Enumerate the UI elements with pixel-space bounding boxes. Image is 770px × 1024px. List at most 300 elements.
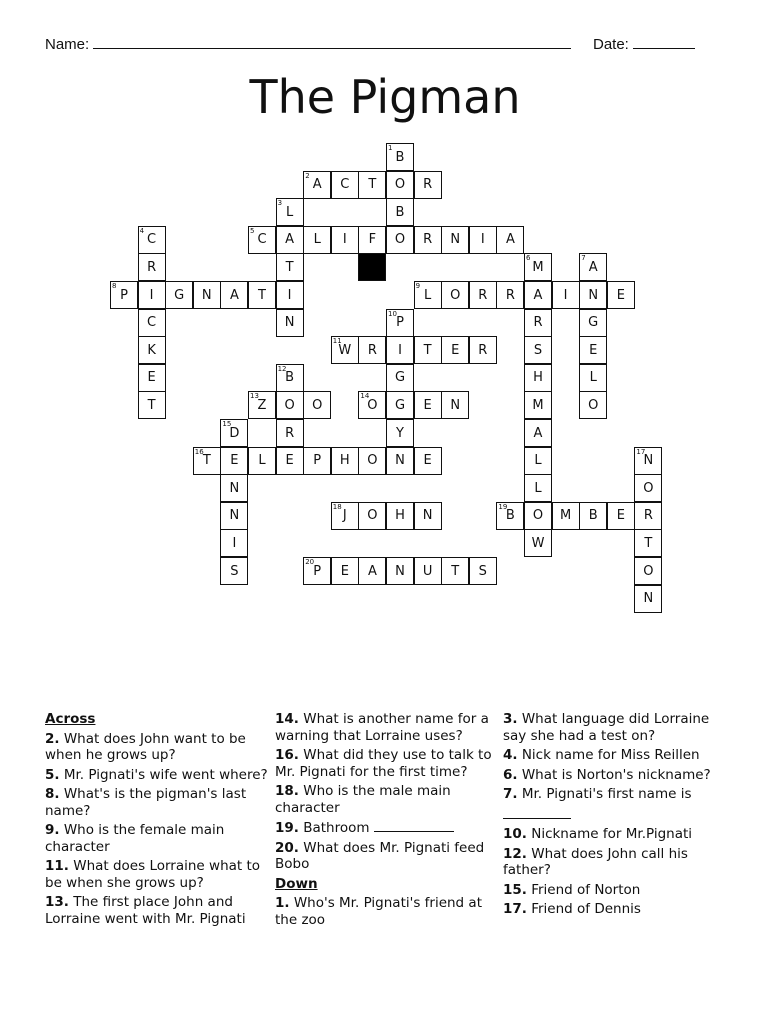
cell-letter: N <box>422 508 433 524</box>
black-cell <box>358 253 386 281</box>
grid-cell[interactable] <box>441 557 469 585</box>
grid-cell[interactable] <box>469 557 497 585</box>
cell-number: 15 <box>222 420 232 428</box>
clue-across-18 <box>275 783 495 816</box>
clue-text: What does Mr. Pignati feed Bobo <box>275 839 485 872</box>
grid-cell[interactable] <box>248 281 276 309</box>
clue-number: 11. <box>45 858 69 874</box>
grid-cell[interactable] <box>220 281 248 309</box>
clue-across-5 <box>45 767 270 784</box>
clue-across-11 <box>45 858 270 891</box>
cell-letter: B <box>395 204 405 220</box>
grid-cell[interactable] <box>414 336 442 364</box>
grid-cell[interactable] <box>276 281 304 309</box>
cell-letter: E <box>589 342 598 358</box>
clue-across-16 <box>275 747 495 780</box>
grid-cell[interactable] <box>634 447 662 475</box>
clue-number: 19. <box>275 820 299 836</box>
cell-letter: R <box>505 287 515 303</box>
cell-letter: O <box>450 287 461 303</box>
grid-cell[interactable] <box>414 557 442 585</box>
cell-letter: F <box>368 232 377 248</box>
cell-number: 18 <box>332 502 342 511</box>
cell-letter: U <box>422 563 433 579</box>
clue-down-10 <box>503 826 728 843</box>
cell-number: 17 <box>636 447 646 456</box>
clue-down-15 <box>503 882 728 899</box>
grid-cell[interactable] <box>248 226 276 254</box>
grid-cell[interactable] <box>469 336 497 364</box>
clue-number: 17. <box>503 901 527 917</box>
cell-number: 1 <box>388 144 393 152</box>
cell-letter: Z <box>257 397 267 413</box>
clue-number: 3. <box>503 711 518 727</box>
grid-cell[interactable] <box>386 198 414 226</box>
grid-cell[interactable] <box>579 364 607 392</box>
grid-cell[interactable] <box>331 336 359 364</box>
grid-cell[interactable] <box>276 391 304 419</box>
clue-number: 15. <box>503 881 527 898</box>
cell-letter: M <box>559 508 572 524</box>
grid-cell[interactable] <box>441 336 469 364</box>
cell-letter: M <box>532 259 544 275</box>
grid-cell[interactable] <box>220 474 248 502</box>
cell-letter: R <box>478 287 488 303</box>
cell-number: 3 <box>277 199 283 208</box>
grid-cell[interactable] <box>138 336 166 364</box>
grid-cell[interactable] <box>441 391 469 419</box>
clue-text: Friend of Norton <box>531 881 641 898</box>
across-heading: Across <box>45 711 96 727</box>
grid-cell[interactable] <box>248 391 276 419</box>
cell-letter: J <box>342 508 347 524</box>
grid-cell[interactable] <box>303 557 331 585</box>
grid-cell[interactable] <box>358 447 386 475</box>
cell-letter: M <box>532 397 544 413</box>
grid-cell[interactable] <box>469 281 497 309</box>
clue-text: Who is the female main character <box>45 822 225 855</box>
cell-letter: I <box>149 287 154 303</box>
cell-letter: B <box>505 508 515 524</box>
cell-letter: R <box>423 232 433 248</box>
cell-letter: N <box>643 591 654 607</box>
cell-letter: N <box>643 453 654 469</box>
cell-letter: A <box>229 287 239 303</box>
cell-letter: O <box>367 453 378 469</box>
grid-cell[interactable] <box>441 281 469 309</box>
cell-letter: L <box>589 370 597 386</box>
cell-letter: I <box>398 342 402 358</box>
clue-down-17 <box>503 901 728 918</box>
grid-cell[interactable] <box>220 529 248 557</box>
clue-across-2 <box>45 731 270 764</box>
grid-cell[interactable] <box>358 557 386 585</box>
clue-across-8 <box>45 786 270 819</box>
grid-cell[interactable] <box>386 419 414 447</box>
cell-letter: N <box>450 397 461 413</box>
grid-cell[interactable] <box>386 447 414 475</box>
clue-text: Bathroom <box>303 820 370 836</box>
cell-letter: R <box>423 177 433 193</box>
grid-cell[interactable] <box>552 281 580 309</box>
cell-letter: G <box>394 397 406 413</box>
cell-letter: T <box>644 535 653 551</box>
clue-text: Who is the male main character <box>275 783 451 816</box>
grid-cell[interactable] <box>607 281 635 309</box>
cell-letter: E <box>616 508 625 524</box>
grid-cell[interactable] <box>524 391 552 419</box>
grid-cell[interactable] <box>607 502 635 530</box>
cell-letter: N <box>395 453 405 469</box>
grid-cell[interactable] <box>496 226 524 254</box>
cell-letter: S <box>478 563 487 579</box>
cell-letter: I <box>563 287 568 303</box>
grid-cell[interactable] <box>634 474 662 502</box>
grid-cell[interactable] <box>138 281 166 309</box>
grid-cell[interactable] <box>248 447 276 475</box>
clue-number: 9. <box>45 822 60 838</box>
cell-letter: A <box>285 232 295 248</box>
grid-cell[interactable] <box>358 171 386 199</box>
grid-cell[interactable] <box>579 391 607 419</box>
cell-letter: P <box>313 453 322 469</box>
clue-number: 1. <box>275 895 290 911</box>
cell-letter: N <box>201 287 212 303</box>
cell-number: 10 <box>388 309 397 318</box>
cell-letter: O <box>394 177 406 193</box>
cell-number: 6 <box>526 254 531 263</box>
clue-text: What is Norton's nickname? <box>521 766 711 783</box>
grid-cell[interactable] <box>303 391 331 419</box>
grid-cell[interactable] <box>414 391 442 419</box>
clue-number: 18. <box>275 783 299 799</box>
cell-letter: N <box>395 563 405 579</box>
cell-letter: C <box>147 232 157 248</box>
grid-cell[interactable] <box>414 281 442 309</box>
date-label: Date: <box>593 36 629 53</box>
grid-cell[interactable] <box>138 391 166 419</box>
grid-cell[interactable] <box>138 364 166 392</box>
cell-letter: A <box>533 287 543 303</box>
cell-letter: C <box>257 232 267 248</box>
clue-down-4 <box>503 747 728 764</box>
cell-letter: T <box>202 453 211 469</box>
clue-number: 12. <box>503 845 527 862</box>
grid-cell[interactable] <box>220 447 248 475</box>
cell-letter: W <box>531 535 545 551</box>
grid-cell[interactable] <box>414 502 442 530</box>
cell-letter: I <box>232 535 237 551</box>
grid-cell[interactable] <box>579 281 607 309</box>
grid-cell[interactable] <box>303 171 331 199</box>
clue-number: 16. <box>275 747 299 763</box>
grid-cell[interactable] <box>414 226 442 254</box>
grid-cell[interactable] <box>276 253 304 281</box>
cell-letter: R <box>533 315 543 331</box>
name-label: Name: <box>45 36 90 53</box>
clue-down-7 <box>503 786 728 823</box>
grid-cell[interactable] <box>414 447 442 475</box>
grid-cell[interactable] <box>220 557 248 585</box>
cell-number: 9 <box>415 282 421 290</box>
grid-cell[interactable] <box>165 281 193 309</box>
cell-letter: N <box>229 508 240 524</box>
clue-number: 10. <box>503 826 527 842</box>
clue-text: What does John want to be when he grows up? <box>45 730 246 763</box>
cell-letter: C <box>147 315 157 331</box>
clue-text: Mr. Pignati's first name is <box>521 786 692 802</box>
grid-cell[interactable] <box>634 502 662 530</box>
clue-number: 7. <box>503 786 518 802</box>
cell-letter: A <box>533 425 543 441</box>
cell-letter: T <box>423 342 432 358</box>
cell-letter: L <box>534 480 542 496</box>
grid-cell[interactable] <box>331 171 359 199</box>
grid-cell[interactable] <box>276 447 304 475</box>
grid-cell[interactable] <box>552 502 580 530</box>
cell-letter: T <box>285 259 294 275</box>
clue-text: The first place John and Lorraine went with Mr. Pignati <box>45 894 246 927</box>
grid-cell[interactable] <box>276 198 304 226</box>
grid-cell[interactable] <box>386 171 414 199</box>
cell-number: 11 <box>332 337 342 346</box>
clue-text: What does John call his father? <box>503 845 688 878</box>
grid-cell[interactable] <box>358 391 386 419</box>
clue-across-14 <box>275 711 495 744</box>
clue-number: 14. <box>275 711 299 727</box>
cell-letter: R <box>147 259 157 275</box>
cell-number: 19 <box>498 502 508 511</box>
grid-cell[interactable] <box>331 226 359 254</box>
cell-letter: D <box>229 425 240 441</box>
grid-cell[interactable] <box>331 447 359 475</box>
cell-letter: R <box>478 342 488 358</box>
clue-down-3 <box>503 711 728 744</box>
grid-cell[interactable] <box>220 419 248 447</box>
cell-letter: L <box>313 232 321 248</box>
cell-number: 14 <box>360 392 370 401</box>
clue-text: Mr. Pignati's wife went where? <box>63 766 268 783</box>
cell-letter: R <box>643 508 653 524</box>
grid-cell[interactable] <box>386 557 414 585</box>
cell-letter: T <box>147 397 156 413</box>
cell-letter: T <box>258 287 266 303</box>
clue-text: What's is the pigman's last name? <box>45 786 247 819</box>
grid-cell[interactable] <box>276 226 304 254</box>
grid-cell[interactable] <box>276 419 304 447</box>
grid-cell[interactable] <box>276 309 304 337</box>
clue-text: What is another name for a warning that Lorraine uses? <box>275 711 489 744</box>
cell-letter: A <box>588 259 598 275</box>
grid-cell[interactable] <box>579 309 607 337</box>
cell-letter: O <box>284 397 295 413</box>
cell-letter: L <box>534 453 542 469</box>
clue-number: 6. <box>503 766 518 783</box>
cell-letter: E <box>451 342 460 358</box>
cell-letter: H <box>533 370 543 386</box>
grid-cell[interactable] <box>524 281 552 309</box>
puzzle-title: The Pigman <box>249 70 521 124</box>
cell-number: 5 <box>250 226 255 235</box>
cell-letter: N <box>229 480 240 496</box>
cell-letter: G <box>174 287 185 303</box>
clue-text: Who's Mr. Pignati's friend at the zoo <box>275 895 482 928</box>
clues-column-3 <box>503 711 728 921</box>
cell-letter: K <box>147 342 156 358</box>
cell-letter: O <box>643 563 654 579</box>
clue-text: Nick name for Miss Reillen <box>521 747 700 763</box>
cell-letter: I <box>480 232 485 248</box>
cell-letter: O <box>367 397 378 413</box>
cell-letter: P <box>120 287 128 303</box>
cell-letter: L <box>285 204 294 220</box>
clue-number: 4. <box>503 747 518 763</box>
cell-letter: N <box>450 232 461 248</box>
cell-letter: S <box>230 563 239 579</box>
grid-cell[interactable] <box>579 336 607 364</box>
cell-letter: O <box>643 480 654 496</box>
grid-cell[interactable] <box>358 336 386 364</box>
grid-cell[interactable] <box>634 557 662 585</box>
grid-cell[interactable] <box>524 364 552 392</box>
cell-letter: I <box>342 232 347 248</box>
cell-number: 16 <box>194 447 204 456</box>
grid-cell[interactable] <box>386 143 414 171</box>
cell-letter: E <box>230 453 239 469</box>
grid-cell[interactable] <box>138 253 166 281</box>
grid-cell[interactable] <box>220 502 248 530</box>
cell-letter: A <box>312 177 322 193</box>
cell-letter: O <box>367 508 378 524</box>
cell-letter: I <box>287 287 292 303</box>
grid-cell[interactable] <box>303 447 331 475</box>
cell-letter: G <box>394 370 406 386</box>
clue-text: Friend of Dennis <box>531 901 641 917</box>
cell-letter: T <box>451 563 460 579</box>
grid-cell[interactable] <box>358 502 386 530</box>
grid-cell[interactable] <box>524 309 552 337</box>
clue-number: 8. <box>45 786 60 802</box>
grid-cell[interactable] <box>276 364 304 392</box>
grid-cell[interactable] <box>634 585 662 613</box>
cell-letter: T <box>368 177 377 193</box>
cell-number: 8 <box>112 282 117 290</box>
clue-text: What did they use to talk to Mr. Pignati for the first time? <box>275 747 492 780</box>
cell-letter: E <box>285 453 294 469</box>
clue-text: Nickname for Mr.Pignati <box>531 826 693 842</box>
grid-cell[interactable] <box>138 309 166 337</box>
clue-down-12 <box>503 846 728 879</box>
grid-cell[interactable] <box>524 502 552 530</box>
cell-letter: R <box>285 425 295 441</box>
grid-cell[interactable] <box>579 253 607 281</box>
grid-cell[interactable] <box>414 171 442 199</box>
cell-letter: B <box>395 149 405 165</box>
cell-letter: E <box>340 563 349 579</box>
cell-number: 20 <box>305 558 315 566</box>
cell-letter: E <box>616 287 625 303</box>
grid-cell[interactable] <box>386 391 414 419</box>
cell-number: 13 <box>250 392 259 401</box>
clue-number: 2. <box>45 730 60 747</box>
grid-cell[interactable] <box>579 502 607 530</box>
grid-cell[interactable] <box>524 529 552 557</box>
grid-cell[interactable] <box>524 474 552 502</box>
grid-cell[interactable] <box>386 336 414 364</box>
cell-letter: O <box>394 232 406 248</box>
clue-across-19 <box>275 819 495 837</box>
cell-number: 12 <box>277 364 287 373</box>
cell-letter: Y <box>396 425 404 441</box>
grid-cell[interactable] <box>386 309 414 337</box>
answer-blank-line[interactable] <box>374 819 454 832</box>
grid-cell[interactable] <box>496 281 524 309</box>
grid-cell[interactable] <box>386 226 414 254</box>
down-heading: Down <box>275 875 318 892</box>
grid-cell[interactable] <box>386 502 414 530</box>
cell-letter: W <box>338 342 352 358</box>
clue-number: 20. <box>275 839 299 856</box>
grid-cell[interactable] <box>386 364 414 392</box>
cell-letter: N <box>284 315 295 331</box>
cell-letter: R <box>367 342 377 358</box>
grid-cell[interactable] <box>469 226 497 254</box>
grid-cell[interactable] <box>331 557 359 585</box>
grid-cell[interactable] <box>524 336 552 364</box>
cell-letter: C <box>340 177 350 193</box>
grid-cell[interactable] <box>524 253 552 281</box>
cell-letter: B <box>285 370 295 386</box>
grid-cell[interactable] <box>193 281 221 309</box>
clue-number: 5. <box>45 766 60 783</box>
answer-blank-line[interactable] <box>503 806 571 819</box>
cell-letter: P <box>396 315 404 331</box>
grid-cell[interactable] <box>193 447 221 475</box>
cell-letter: B <box>588 508 598 524</box>
grid-cell[interactable] <box>331 502 359 530</box>
clue-down-6 <box>503 767 728 784</box>
grid-cell[interactable] <box>138 226 166 254</box>
grid-cell[interactable] <box>496 502 524 530</box>
cell-letter: A <box>505 232 515 248</box>
cell-letter: O <box>312 397 323 413</box>
grid-cell[interactable] <box>634 529 662 557</box>
cell-number: 7 <box>581 254 586 263</box>
clue-down-1 <box>275 895 495 928</box>
cell-letter: G <box>588 315 599 331</box>
cell-number: 2 <box>305 171 310 180</box>
grid-cell[interactable] <box>358 226 386 254</box>
grid-cell[interactable] <box>303 226 331 254</box>
clue-across-13 <box>45 894 270 927</box>
cell-letter: O <box>532 508 544 524</box>
grid-cell[interactable] <box>524 419 552 447</box>
cell-letter: O <box>588 397 599 413</box>
cell-number: 4 <box>139 226 145 235</box>
cell-letter: L <box>258 453 266 469</box>
clue-text: What does Lorraine what to be when she grows up? <box>45 858 261 891</box>
cell-letter: L <box>423 287 432 303</box>
cell-letter: P <box>313 563 322 579</box>
grid-cell[interactable] <box>441 226 469 254</box>
clue-number: 13. <box>45 894 69 910</box>
grid-cell[interactable] <box>110 281 138 309</box>
cell-letter: H <box>395 508 405 524</box>
cell-letter: H <box>339 453 350 469</box>
grid-cell[interactable] <box>524 447 552 475</box>
clue-text: What language did Lorraine say she had a test on? <box>503 711 710 744</box>
cell-letter: E <box>147 370 156 386</box>
